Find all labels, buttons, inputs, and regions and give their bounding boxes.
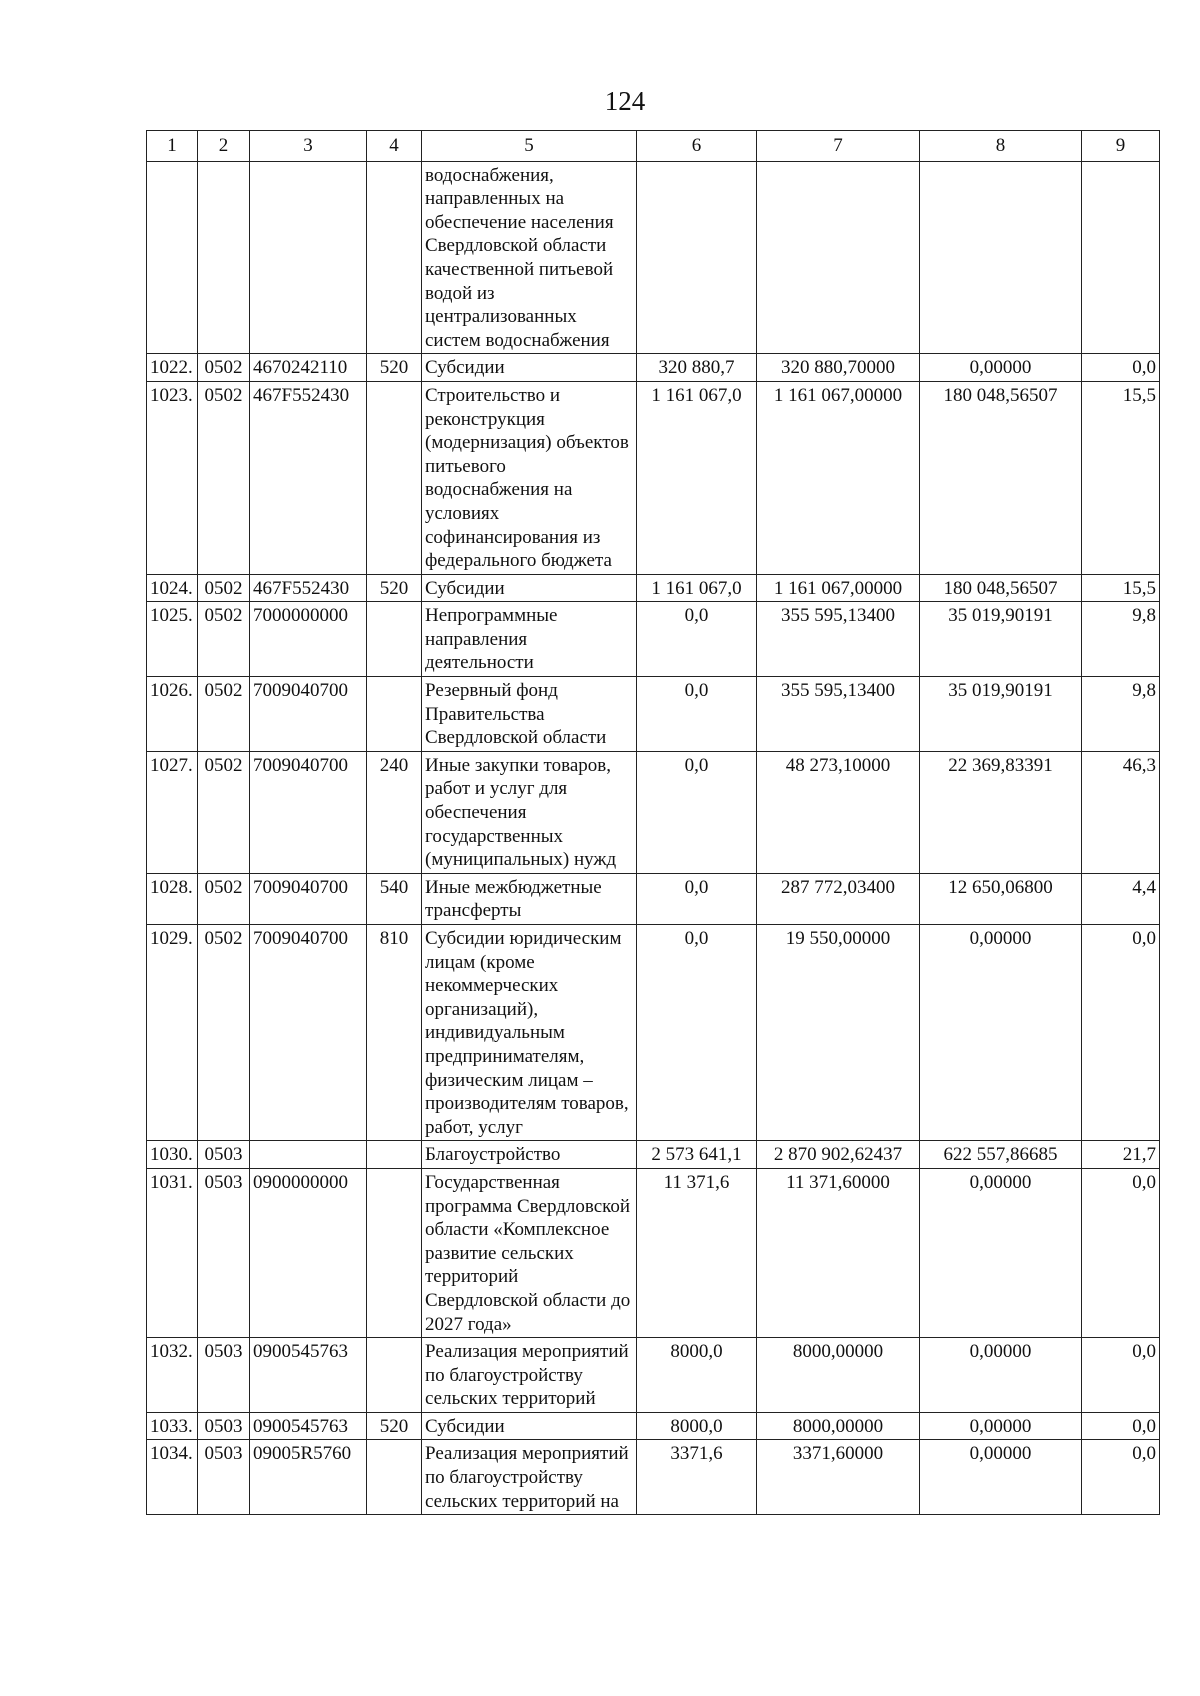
execution-percent-cell: 15,5: [1082, 574, 1160, 602]
refined-amount-cell: 3371,60000: [757, 1440, 920, 1515]
item-name-cell: Иные межбюджетные трансферты: [422, 873, 637, 924]
table-row: [147, 1338, 1160, 1413]
executed-amount-cell: 180 048,56507: [920, 381, 1082, 574]
target-code-cell: 7009040700: [250, 751, 367, 873]
execution-percent-cell: 4,4: [1082, 873, 1160, 924]
table-row: [147, 677, 1160, 752]
execution-percent-cell: 0,0: [1082, 1338, 1160, 1413]
refined-amount-cell: 2 870 902,62437: [757, 1141, 920, 1169]
expense-type-cell: [367, 1440, 422, 1515]
expense-type-cell: 520: [367, 1412, 422, 1440]
item-name-cell: Резервный фонд Правительства Свердловской области: [422, 677, 637, 752]
execution-percent-cell: 21,7: [1082, 1141, 1160, 1169]
section-code-cell: 0502: [198, 873, 250, 924]
item-name-cell: Субсидии: [422, 574, 637, 602]
expense-type-cell: [367, 161, 422, 354]
item-name-cell: Реализация мероприятий по благоустройству сельских территорий: [422, 1338, 637, 1413]
execution-percent-cell: [1082, 161, 1160, 354]
expense-type-cell: [367, 1168, 422, 1337]
section-code-cell: 0502: [198, 925, 250, 1141]
target-code-cell: 7009040700: [250, 677, 367, 752]
section-code-cell: 0503: [198, 1412, 250, 1440]
target-code-cell: 4670242110: [250, 354, 367, 382]
refined-amount-cell: 8000,00000: [757, 1338, 920, 1413]
refined-amount-cell: 48 273,10000: [757, 751, 920, 873]
approved-amount-cell: 8000,0: [637, 1412, 757, 1440]
table-row: [147, 574, 1160, 602]
table-row: [147, 751, 1160, 873]
approved-amount-cell: 11 371,6: [637, 1168, 757, 1337]
row-number-cell: 1028.: [147, 873, 198, 924]
execution-percent-cell: 0,0: [1082, 925, 1160, 1141]
row-number-cell: 1024.: [147, 574, 198, 602]
table-row: [147, 873, 1160, 924]
column-header: 6: [637, 131, 757, 162]
target-code-cell: 467F552430: [250, 381, 367, 574]
column-header: 9: [1082, 131, 1160, 162]
approved-amount-cell: 3371,6: [637, 1440, 757, 1515]
table-row: [147, 1168, 1160, 1337]
column-header: 1: [147, 131, 198, 162]
executed-amount-cell: 22 369,83391: [920, 751, 1082, 873]
execution-percent-cell: 0,0: [1082, 1168, 1160, 1337]
refined-amount-cell: 287 772,03400: [757, 873, 920, 924]
refined-amount-cell: 355 595,13400: [757, 602, 920, 677]
expense-type-cell: [367, 677, 422, 752]
item-name-cell: Иные закупки товаров, работ и услуг для обеспечения государственных (муниципальных) нужд: [422, 751, 637, 873]
executed-amount-cell: 0,00000: [920, 1168, 1082, 1337]
target-code-cell: 0900545763: [250, 1338, 367, 1413]
expense-type-cell: [367, 381, 422, 574]
executed-amount-cell: 12 650,06800: [920, 873, 1082, 924]
target-code-cell: 467F552430: [250, 574, 367, 602]
item-name-cell: Субсидии: [422, 1412, 637, 1440]
execution-percent-cell: 9,8: [1082, 677, 1160, 752]
executed-amount-cell: 35 019,90191: [920, 677, 1082, 752]
execution-percent-cell: 15,5: [1082, 381, 1160, 574]
executed-amount-cell: [920, 161, 1082, 354]
execution-percent-cell: 0,0: [1082, 1412, 1160, 1440]
item-name-cell: Благоустройство: [422, 1141, 637, 1169]
table-row: [147, 381, 1160, 574]
section-code-cell: 0502: [198, 381, 250, 574]
table-row: [147, 161, 1160, 354]
executed-amount-cell: 180 048,56507: [920, 574, 1082, 602]
expense-type-cell: [367, 602, 422, 677]
column-header: 4: [367, 131, 422, 162]
budget-table: [146, 130, 1160, 1515]
table-row: [147, 354, 1160, 382]
header-row: [147, 131, 1160, 162]
item-name-cell: Реализация мероприятий по благоустройству сельских территорий на: [422, 1440, 637, 1515]
table-row: [147, 602, 1160, 677]
section-code-cell: 0503: [198, 1338, 250, 1413]
table-row: [147, 1412, 1160, 1440]
refined-amount-cell: [757, 161, 920, 354]
refined-amount-cell: 1 161 067,00000: [757, 574, 920, 602]
row-number-cell: 1022.: [147, 354, 198, 382]
row-number-cell: 1030.: [147, 1141, 198, 1169]
row-number-cell: [147, 161, 198, 354]
expense-type-cell: 540: [367, 873, 422, 924]
section-code-cell: 0502: [198, 574, 250, 602]
item-name-cell: Субсидии: [422, 354, 637, 382]
refined-amount-cell: 1 161 067,00000: [757, 381, 920, 574]
execution-percent-cell: 0,0: [1082, 354, 1160, 382]
refined-amount-cell: 320 880,70000: [757, 354, 920, 382]
row-number-cell: 1027.: [147, 751, 198, 873]
approved-amount-cell: [637, 161, 757, 354]
executed-amount-cell: 0,00000: [920, 1338, 1082, 1413]
section-code-cell: 0502: [198, 677, 250, 752]
approved-amount-cell: 0,0: [637, 873, 757, 924]
execution-percent-cell: 9,8: [1082, 602, 1160, 677]
row-number-cell: 1029.: [147, 925, 198, 1141]
target-code-cell: 7009040700: [250, 925, 367, 1141]
expense-type-cell: 520: [367, 354, 422, 382]
refined-amount-cell: 8000,00000: [757, 1412, 920, 1440]
approved-amount-cell: 0,0: [637, 677, 757, 752]
target-code-cell: 0900000000: [250, 1168, 367, 1337]
column-header: 8: [920, 131, 1082, 162]
row-number-cell: 1033.: [147, 1412, 198, 1440]
approved-amount-cell: 2 573 641,1: [637, 1141, 757, 1169]
section-code-cell: [198, 161, 250, 354]
section-code-cell: 0503: [198, 1440, 250, 1515]
executed-amount-cell: 0,00000: [920, 1440, 1082, 1515]
table-row: [147, 1141, 1160, 1169]
item-name-cell: Строительство и реконструкция (модернизация) объектов питьевого водоснабжения на условиях софинансирования из федерального бюджета: [422, 381, 637, 574]
expense-type-cell: 240: [367, 751, 422, 873]
execution-percent-cell: 46,3: [1082, 751, 1160, 873]
section-code-cell: 0502: [198, 751, 250, 873]
column-header: 7: [757, 131, 920, 162]
column-header: 5: [422, 131, 637, 162]
table-row: [147, 925, 1160, 1141]
item-name-cell: Субсидии юридическим лицам (кроме некоммерческих организаций), индивидуальным предпринимателям, физическим лицам – производителям товаров, работ, услуг: [422, 925, 637, 1141]
section-code-cell: 0503: [198, 1168, 250, 1337]
item-name-cell: водоснабжения, направленных на обеспечение населения Свердловской области качественной питьевой водой из централизованных систем водоснабжения: [422, 161, 637, 354]
table-body: [147, 161, 1160, 1515]
section-code-cell: 0503: [198, 1141, 250, 1169]
approved-amount-cell: 8000,0: [637, 1338, 757, 1413]
executed-amount-cell: 0,00000: [920, 1412, 1082, 1440]
item-name-cell: Государственная программа Свердловской области «Комплексное развитие сельских территорий Свердловской области до 2027 года»: [422, 1168, 637, 1337]
executed-amount-cell: 622 557,86685: [920, 1141, 1082, 1169]
row-number-cell: 1032.: [147, 1338, 198, 1413]
approved-amount-cell: 1 161 067,0: [637, 381, 757, 574]
expense-type-cell: 810: [367, 925, 422, 1141]
table-row: [147, 1440, 1160, 1515]
approved-amount-cell: 320 880,7: [637, 354, 757, 382]
refined-amount-cell: 355 595,13400: [757, 677, 920, 752]
refined-amount-cell: 19 550,00000: [757, 925, 920, 1141]
approved-amount-cell: 1 161 067,0: [637, 574, 757, 602]
executed-amount-cell: 0,00000: [920, 925, 1082, 1141]
approved-amount-cell: 0,0: [637, 602, 757, 677]
target-code-cell: 0900545763: [250, 1412, 367, 1440]
target-code-cell: 7009040700: [250, 873, 367, 924]
row-number-cell: 1031.: [147, 1168, 198, 1337]
column-header: 2: [198, 131, 250, 162]
section-code-cell: 0502: [198, 354, 250, 382]
executed-amount-cell: 0,00000: [920, 354, 1082, 382]
row-number-cell: 1025.: [147, 602, 198, 677]
approved-amount-cell: 0,0: [637, 751, 757, 873]
column-header: 3: [250, 131, 367, 162]
section-code-cell: 0502: [198, 602, 250, 677]
target-code-cell: [250, 161, 367, 354]
target-code-cell: 09005R5760: [250, 1440, 367, 1515]
page-number: 124: [604, 86, 646, 116]
row-number-cell: 1023.: [147, 381, 198, 574]
expense-type-cell: [367, 1141, 422, 1169]
target-code-cell: [250, 1141, 367, 1169]
executed-amount-cell: 35 019,90191: [920, 602, 1082, 677]
execution-percent-cell: 0,0: [1082, 1440, 1160, 1515]
approved-amount-cell: 0,0: [637, 925, 757, 1141]
target-code-cell: 7000000000: [250, 602, 367, 677]
row-number-cell: 1034.: [147, 1440, 198, 1515]
expense-type-cell: [367, 1338, 422, 1413]
refined-amount-cell: 11 371,60000: [757, 1168, 920, 1337]
expense-type-cell: 520: [367, 574, 422, 602]
item-name-cell: Непрограммные направления деятельности: [422, 602, 637, 677]
row-number-cell: 1026.: [147, 677, 198, 752]
